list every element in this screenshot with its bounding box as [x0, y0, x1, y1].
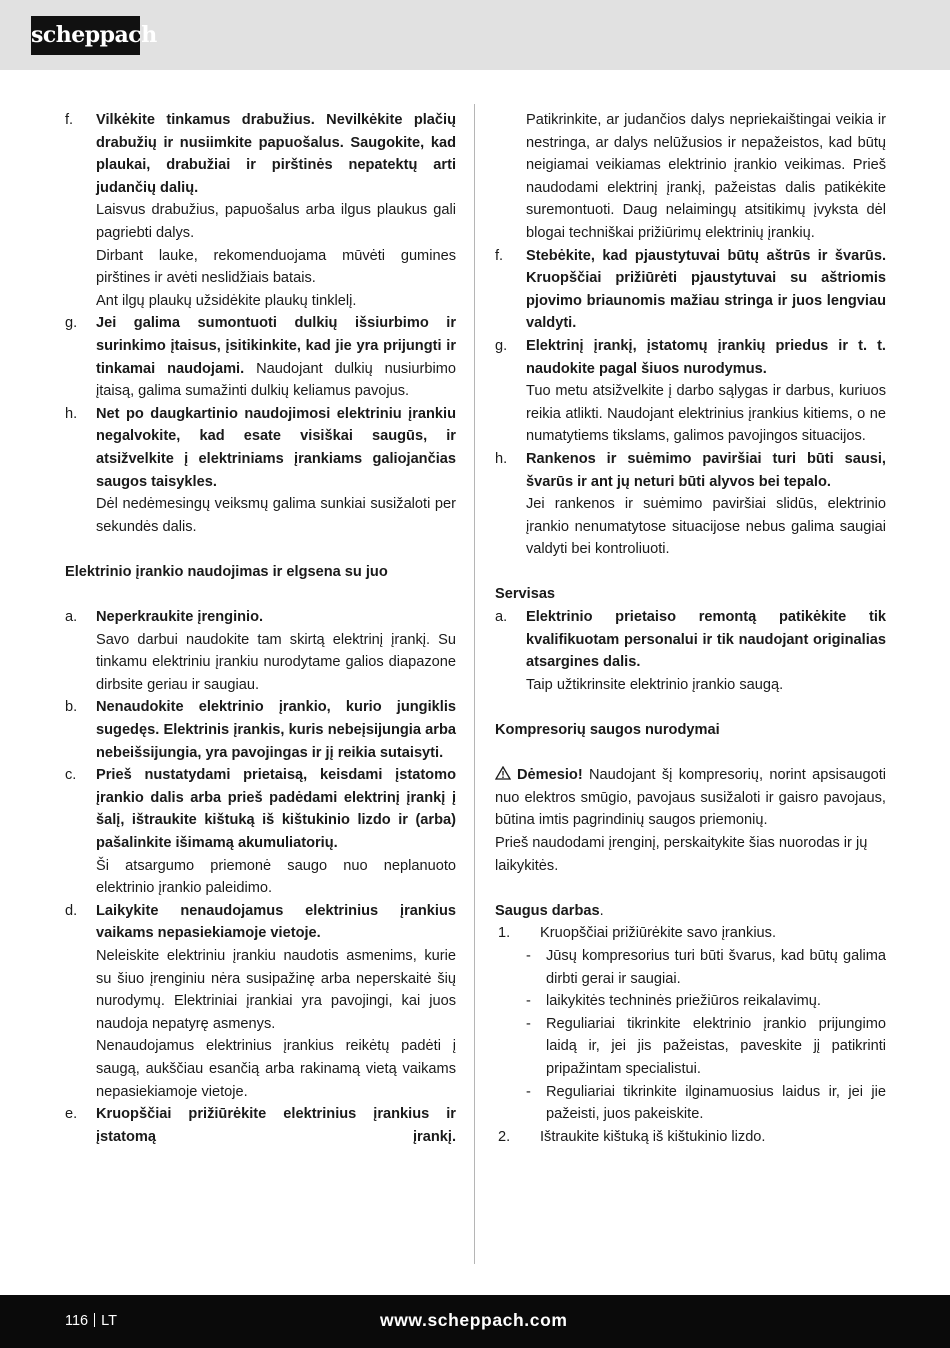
item-text: Nenaudojamus elektrinius įrankius reikėtų padėti į saugą, aukščiau esančią arba rakinamą vietą vaikams nepasiekiamoje vietoje. [96, 1038, 456, 1100]
item-marker: h. [65, 405, 78, 422]
list-item-c [65, 764, 456, 900]
item-bold-text: Prieš nustatydami prietaisą, keisdami įstatomo įrankio dalis arba prieš padėdami elektrinį įrankį į šalį, ištraukite kištuką iš kištukinio lizdo ir (arba) pašalinkite išimamą akumuliatorių. [96, 767, 456, 851]
item-bold-text: Laikykite nenaudojamus elektrinius įrankius vaikams nepasiekiamoje vietoje. [96, 902, 456, 942]
item-text: Dėl nedėmesingų veiksmų galima sunkiai susižaloti per sekundės dalis. [96, 496, 456, 535]
right-column [495, 109, 886, 1148]
item-bold-text: Kruopščiai prižiūrėkite elektrinius įrankius ir įstatomą įrankį. [96, 1106, 456, 1145]
item-bold-text: Nenaudokite elektrinio įrankio, kurio jungiklis sugedęs. Elektrinis įrankis, kuris nebeįsijungia arba nebeišsijungia, yra pavojingas ir jį reikia sutaisyti. [96, 699, 456, 761]
dash-item [495, 945, 886, 990]
page-label [65, 1310, 117, 1332]
safe-work-heading: Saugus darbas [495, 902, 600, 919]
scheppach-logo: scheppach [31, 16, 140, 55]
list-item-b [65, 696, 456, 764]
footer-bar [0, 1295, 950, 1348]
item-text: Ištraukite kištuką iš kištukinio lizdo. [540, 1128, 766, 1145]
warning-paragraph [495, 764, 886, 832]
item-marker: f. [495, 247, 504, 264]
item-bold-text: Elektrinio prietaiso remontą patikėkite tik kvalifikuotam personalui ir tik naudojant originalias atsargines dalis. [526, 609, 886, 671]
item-marker: f. [65, 112, 74, 128]
item-text: Tuo metu atsižvelkite į darbo sąlygas ir darbus, kuriuos reikia atlikti. Naudojant elektrinius įrankius kitiems, o ne numatytiems tikslams, galimos pavojingos situacijos. [526, 383, 886, 445]
item-bold-text: Rankenos ir suėmimo paviršiai turi būti sausi, švarūs ir ant jų neturi būti alyvos bei tepalo. [526, 450, 886, 490]
dash-item [495, 1013, 886, 1081]
item-bold-text: Vilkėkite tinkamus drabužius. Nevilkėkite plačių drabužių ir nusiimkite papuošalus. Saugokite, kad plaukai, drabužiai ir pirštinės nepatektų arti judančių dalių. [96, 112, 456, 196]
item-continuation: Patikrinkite, ar judančios dalys nepriekaištingai veikia ir nestringa, ar dalys nelūžusios ir nepažeistos, kad būtų neigiamai veikiamas elektrinio įrankio veikimas. Prieš naudodami elektrinį įrankį, pažeistas dalis patikėkite suremontuoti. Daug nelaimingų atsitikimų įvyksta dėl blogai techniškai prižiūrimų elektrinių įrankių. [526, 112, 886, 241]
item-marker: b. [65, 699, 78, 716]
dash-item [495, 1081, 886, 1126]
list-item-h [65, 403, 456, 539]
item-marker: a. [495, 609, 508, 626]
list-item-g [65, 312, 456, 402]
language-code: LT [101, 1313, 117, 1329]
section-heading: Elektrinio įrankio naudojimas ir elgsena su juo [65, 563, 388, 580]
item-marker: g. [65, 315, 78, 332]
item-bold-text: Jei galima sumontuoti dulkių išsiurbimo ir surinkimo įtaisus, įsitikinkite, kad jie yra prijungti ir tinkamai naudojami. [96, 315, 456, 377]
dash-marker: - [526, 1083, 531, 1100]
service-item-a [495, 606, 886, 696]
item-text: Taip užtikrinsite elektrinio įrankio saugą. [526, 676, 784, 693]
item-marker: 1. [498, 925, 511, 942]
item-text: Ši atsargumo priemonė saugo nuo neplanuoto elektrinio įrankio paleidimo. [96, 857, 456, 897]
item-marker: a. [65, 609, 78, 626]
dash-text: Reguliariai tikrinkite elektrinio įrankio prijungimo laidą ir, jei jis pažeistas, paveskite jį patikrinti pripažintam specialistui. [546, 1015, 886, 1077]
warning-label: Dėmesio! [517, 767, 583, 784]
dash-text: Reguliariai tikrinkite ilginamuosius laidus ir, jei jie pažeisti, juos pakeiskite. [546, 1083, 886, 1123]
item-bold-text: Net po daugkartinio naudojimosi elektriniu įrankiu negalvokite, kad esate visiškai saugūs, ir atsižvelkite į elektriniams įrankiams galiojančias saugos taisykles. [96, 405, 456, 490]
item-bold-text: Elektrinį įrankį, įstatomų įrankių priedus ir t. t. naudokite pagal šiuos nurodymus. [526, 337, 886, 377]
list-item-d [65, 900, 456, 1103]
dash-text: laikykitės techninės priežiūros reikalavimų. [546, 993, 821, 1010]
left-column [65, 109, 456, 1148]
list-item-e [65, 1103, 456, 1148]
item-text: Kruopščiai prižiūrėkite savo įrankius. [540, 925, 777, 942]
item-marker: c. [65, 767, 77, 784]
dash-marker: - [526, 947, 531, 964]
warning-triangle-icon [495, 766, 511, 780]
item-bold-text: Neperkraukite įrenginio. [96, 609, 264, 626]
page-number: 116 [65, 1313, 89, 1329]
item-marker: e. [65, 1106, 78, 1123]
item-text: Naudojant dulkių nusiurbimo įtaisą, galima sumažinti dulkių keliamus pavojus. [96, 360, 456, 400]
service-heading: Servisas [495, 586, 556, 603]
item-bold-text: Stebėkite, kad pjaustytuvai būtų aštrūs ir švarūs. Kruopščiai prižiūrėti pjaustytuvai su aštriomis pjovimo briaunomis mažiau stringa ir juos lengviau valdyti. [526, 247, 886, 332]
item-text: Savo darbui naudokite tam skirtą elektrinį įrankį. Su tinkamu elektriniu įrankiu nurodytame galios diapazone dirbsite geriau ir saugiau. [96, 631, 456, 693]
item-text: Dirbant lauke, rekomenduojama mūvėti gumines pirštines ir avėti neslidžiais batais. [96, 247, 456, 287]
item-marker: d. [65, 902, 78, 919]
column-divider [474, 104, 475, 1264]
header-band [0, 0, 950, 70]
warning-text: Naudojant šį kompresorių, norint apsisaugoti nuo elektros smūgio, pavojaus susižaloti ir gaisro pavojaus, būtina imtis pagrindinių saugos priemonių. [495, 767, 886, 829]
list-item-a [65, 606, 456, 696]
dash-marker: - [526, 993, 531, 1010]
item-text: Laisvus drabužius, papuošalus arba ilgus plaukus gali pagriebti dalys. [96, 202, 456, 241]
numbered-item-1 [495, 922, 886, 945]
footer-separator [94, 1313, 95, 1327]
website-link[interactable]: www.scheppach.com [380, 1310, 568, 1330]
item-text: Jei rankenos ir suėmimo paviršiai slidūs, elektrinio įrankio nenumatytose situacijose nebus galima saugiai valdyti bei kontroliuoti. [526, 496, 886, 558]
list-item-g [495, 335, 886, 448]
warning-text-2: Prieš naudodami įrenginį, perskaitykite šias nuorodas ir jų laikykitės. [495, 835, 868, 874]
compressor-heading: Kompresorių saugos nurodymai [495, 722, 720, 739]
dash-marker: - [526, 1015, 531, 1032]
item-marker: 2. [498, 1128, 511, 1145]
list-item-f [495, 245, 886, 335]
heading-dot: . [599, 902, 604, 919]
list-item-f [65, 109, 456, 312]
item-marker: g. [495, 337, 508, 354]
item-text: Neleiskite elektriniu įrankiu naudotis asmenims, kurie su šiuo įrenginiu nėra susipažinę arba neperskaitė šių nurodymų. Elektriniai įrankiai yra pavojingi, kai juos naudoja nepatyrę asmenys. [96, 947, 456, 1032]
safe-work-heading-line [495, 900, 886, 923]
item-marker: h. [495, 450, 508, 467]
dash-text: Jūsų kompresorius turi būti švarus, kad būtų galima dirbti gerai ir saugiai. [546, 947, 886, 987]
dash-item [495, 990, 886, 1013]
list-item-h [495, 448, 886, 561]
numbered-item-2 [495, 1126, 886, 1149]
item-text: Ant ilgų plaukų užsidėkite plaukų tinklelį. [96, 292, 357, 309]
